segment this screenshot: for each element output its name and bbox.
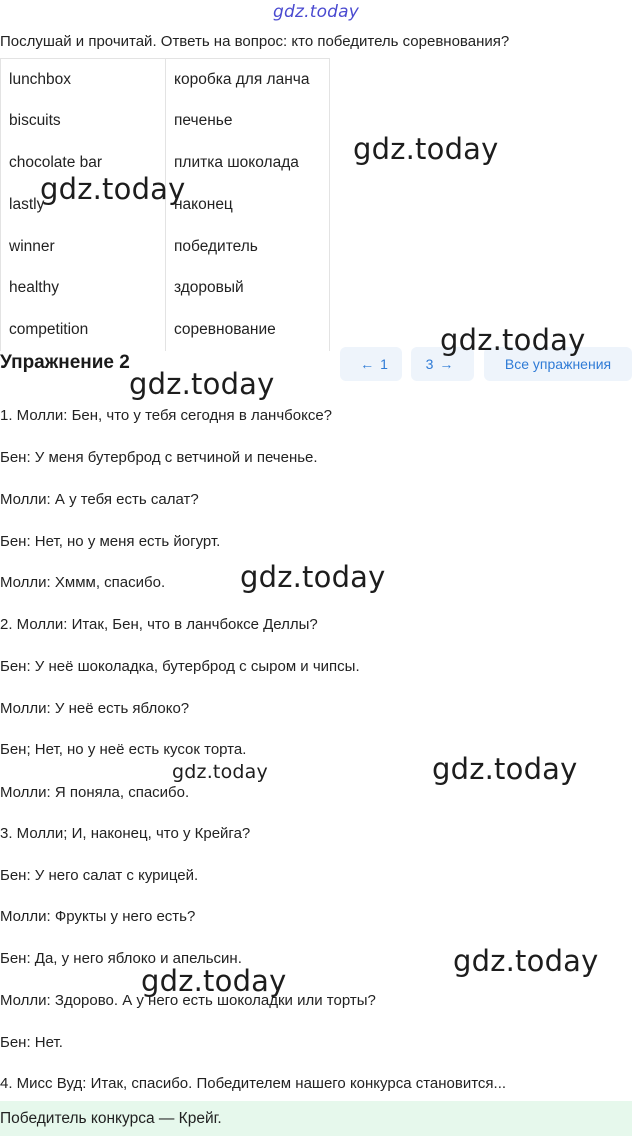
dialogue-line: Молли: А у тебя есть салат? (0, 491, 199, 508)
dialogue-line: Молли: Я поняла, спасибо. (0, 784, 190, 801)
dialogue-line: Бен: У неё шоколадка, бутерброд с сыром и чипсы. (0, 658, 360, 675)
arrow-right-icon: → (439, 356, 454, 372)
watermark: gdz.today (432, 752, 578, 786)
dialogue-line: Бен: Нет, но у меня есть йогурт. (0, 533, 221, 550)
dialogue-line: Бен: У меня бутерброд с ветчиной и печенье. (0, 449, 318, 466)
dialogue-line: Бен: Нет. (0, 1034, 63, 1051)
dialogue-line: 4. Мисс Вуд: Итак, спасибо. Победителем нашего конкурса становится... (0, 1075, 507, 1092)
prev-exercise-label: 1 (380, 356, 388, 372)
vocab-english: lunchbox (1, 59, 166, 101)
watermark: gdz.today (141, 964, 287, 998)
watermark: gdz.today (240, 560, 386, 594)
vocab-english: chocolate bar (1, 142, 166, 184)
table-row (1, 309, 330, 351)
answer-box (0, 1101, 632, 1136)
vocab-russian: плитка шоколада (166, 142, 330, 184)
watermark-top: gdz.today (273, 2, 360, 22)
watermark: gdz.today (129, 367, 275, 401)
vocab-english: lastly (1, 184, 166, 226)
next-exercise-label: 3 (425, 356, 434, 372)
watermark: gdz.today (440, 323, 586, 357)
table-row (1, 267, 330, 309)
vocab-english: competition (1, 309, 166, 351)
dialogue-line: Бен: Да, у него яблоко и апельсин. (0, 950, 242, 967)
dialogue-line: Молли: Фрукты у него есть? (0, 908, 196, 925)
vocab-english: healthy (1, 267, 166, 309)
table-row (1, 100, 330, 142)
dialogue-line: Молли: Хммм, спасибо. (0, 574, 166, 591)
instruction-text: Послушай и прочитай. Ответь на вопрос: кто победитель соревнования? (0, 33, 510, 50)
dialogue-line: 2. Молли: Итак, Бен, что в ланчбоксе Деллы? (0, 616, 318, 633)
vocab-russian: здоровый (166, 267, 330, 309)
prev-exercise-button[interactable] (340, 347, 402, 381)
watermark: gdz.today (353, 132, 499, 166)
dialogue-line: Молли: У неё есть яблоко? (0, 700, 190, 717)
exercise-title: Упражнение 2 (0, 352, 130, 373)
answer-text: Победитель конкурса — Крейг. (0, 1109, 222, 1127)
watermark: gdz.today (172, 761, 268, 783)
dialogue-line: Бен: У него салат с курицей. (0, 867, 199, 884)
watermark: gdz.today (40, 172, 186, 206)
vocab-russian: печенье (166, 100, 330, 142)
vocab-english: biscuits (1, 100, 166, 142)
table-row (1, 59, 330, 101)
watermark: gdz.today (453, 944, 599, 978)
dialogue-line: 3. Молли; И, наконец, что у Крейга? (0, 825, 251, 842)
arrow-left-icon: ← (360, 356, 375, 372)
all-exercises-button[interactable]: Все упражнения (484, 347, 632, 381)
vocab-russian: коробка для ланча (166, 59, 330, 101)
table-row (1, 226, 330, 268)
dialogue-line: Молли: Здорово. А у него есть шоколадки или торты? (0, 992, 376, 1009)
vocab-english: winner (1, 226, 166, 268)
dialogue-line: Бен; Нет, но у неё есть кусок торта. (0, 741, 247, 758)
dialogue-line: 1. Молли: Бен, что у тебя сегодня в ланчбоксе? (0, 407, 332, 424)
vocab-russian: наконец (166, 184, 330, 226)
vocab-russian: победитель (166, 226, 330, 268)
vocab-russian: соревнование (166, 309, 330, 351)
